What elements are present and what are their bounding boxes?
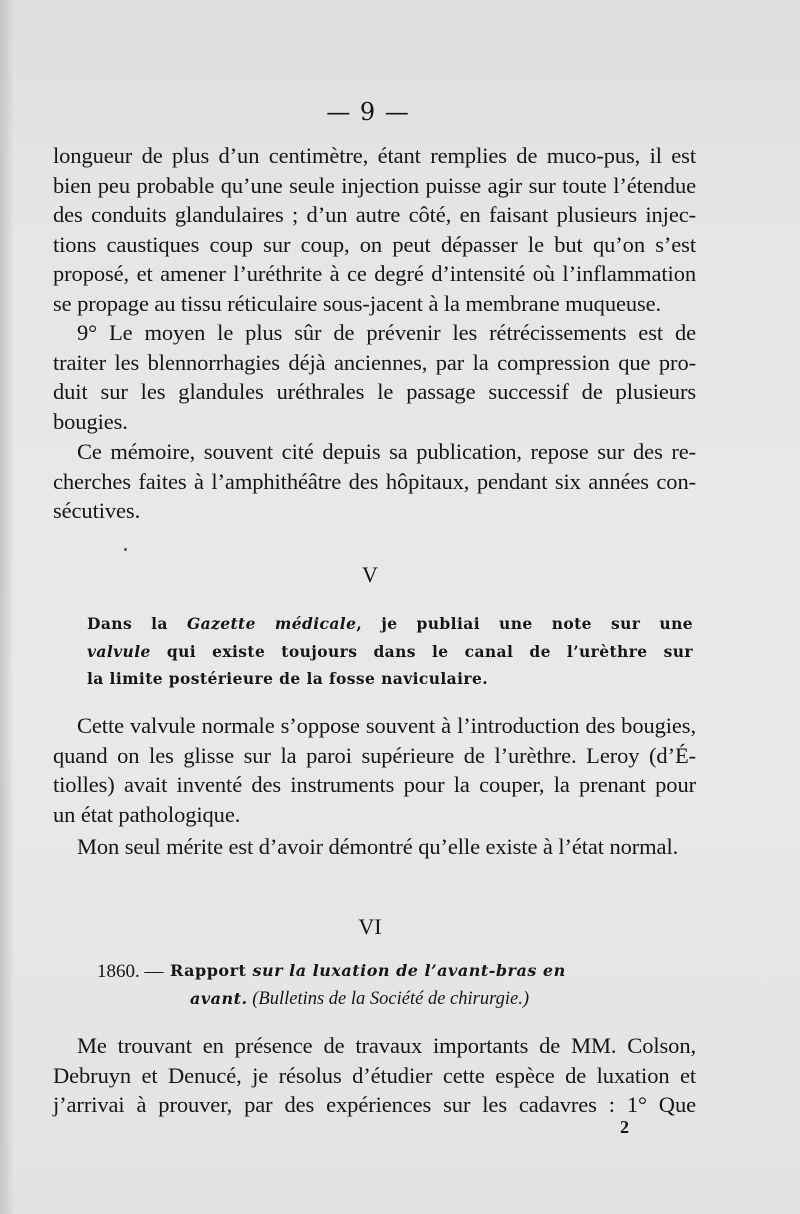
page-number: — 9 — <box>326 98 410 126</box>
reference-title <box>170 961 566 980</box>
reference-year: 1860. — <box>97 961 164 982</box>
ink-speck <box>124 548 127 551</box>
text-line: des conduits glandulaires ; d’un autre côté, en faisant plusieurs injec- <box>53 202 696 227</box>
heading-journal-title: Gazette médicale <box>186 614 357 633</box>
paragraph-merite <box>53 832 696 862</box>
text-line: bien peu probable qu’une seule injection puisse agir sur toute l’étendue <box>53 172 696 198</box>
reference-title-end: avant. <box>190 989 248 1008</box>
text-line: j’arrivai à prouver, par des expériences sur les cadavres : 1° Que <box>53 1092 696 1117</box>
text-line: Cette valvule normale s’oppose souvent à l’introduction des bougies, <box>77 713 696 738</box>
text-line: cherches faites à l’amphithéâtre des hôpitaux, pendant six années con- <box>53 468 696 494</box>
section-number-vi: VI <box>358 914 382 939</box>
heading-line: la limite postérieure de la fosse naviculaire. <box>87 669 489 688</box>
heading-text: qui existe toujours dans le canal de l’urèthre sur <box>150 641 693 661</box>
heading-text: , je publiai une note sur une <box>356 614 694 633</box>
text-line: Me trouvant en présence de travaux importants de MM. Colson, <box>77 1033 696 1058</box>
text-line: proposé, et amener l’uréthrite à ce degré d’intensité où l’inflammation <box>53 261 696 286</box>
heading-line <box>87 638 693 666</box>
section-v-heading <box>87 610 693 693</box>
heading-text: Dans la <box>87 614 187 633</box>
paragraph-continuation <box>53 141 696 318</box>
signature-mark: 2 <box>620 1117 629 1137</box>
text-line: 9° Le moyen le plus sûr de prévenir les rétrécissements est de <box>77 320 696 345</box>
paragraph-valvule <box>53 711 696 829</box>
reference-source-line <box>190 989 529 1010</box>
paragraph-point-nine <box>53 318 696 436</box>
text-line: se propage au tissu réticulaire sous-jacent à la membrane muqueuse. <box>53 290 662 316</box>
text-line: sécutives. <box>53 498 141 523</box>
heading-term: valvule <box>87 641 151 661</box>
page-edge-shadow <box>0 0 14 1214</box>
text-line: traiter les blennorrhagies déjà anciennes, par la compression que pro- <box>53 349 696 375</box>
text-line: tiolles) avait inventé des instruments pour la couper, la prenant pour <box>53 772 696 797</box>
text-line: duit sur les glandules uréthrales le passage successif de plusieurs <box>53 379 696 404</box>
section-number-v: V <box>362 562 378 587</box>
text-line: tions caustiques coup sur coup, on peut dépasser le but qu’on s’est <box>53 231 696 257</box>
paragraph-colson <box>53 1031 696 1120</box>
text-line: un état pathologique. <box>53 801 241 827</box>
text-line: bougies. <box>53 408 128 434</box>
reference-title-italic: sur la luxation de l’avant-bras en <box>252 961 566 980</box>
heading-line <box>87 610 693 638</box>
text-line: Mon seul mérite est d’avoir démontré qu’elle existe à l’état normal. <box>77 834 679 859</box>
reference-title-text: Rapport <box>170 961 253 980</box>
reference-source: (Bulletins de la Société de chirurgie.) <box>247 989 529 1009</box>
text-line: Debruyn et Denucé, je résolus d’étudier cette espèce de luxation et <box>53 1062 696 1088</box>
text-line: quand on les glisse sur la paroi supérieure de l’urèthre. Leroy (d’É- <box>53 742 696 768</box>
text-line: longueur de plus d’un centimètre, étant remplies de muco-pus, il est <box>53 143 696 168</box>
text-line: Ce mémoire, souvent cité depuis sa publication, repose sur des re- <box>77 439 696 464</box>
paragraph-memoire <box>53 437 696 526</box>
